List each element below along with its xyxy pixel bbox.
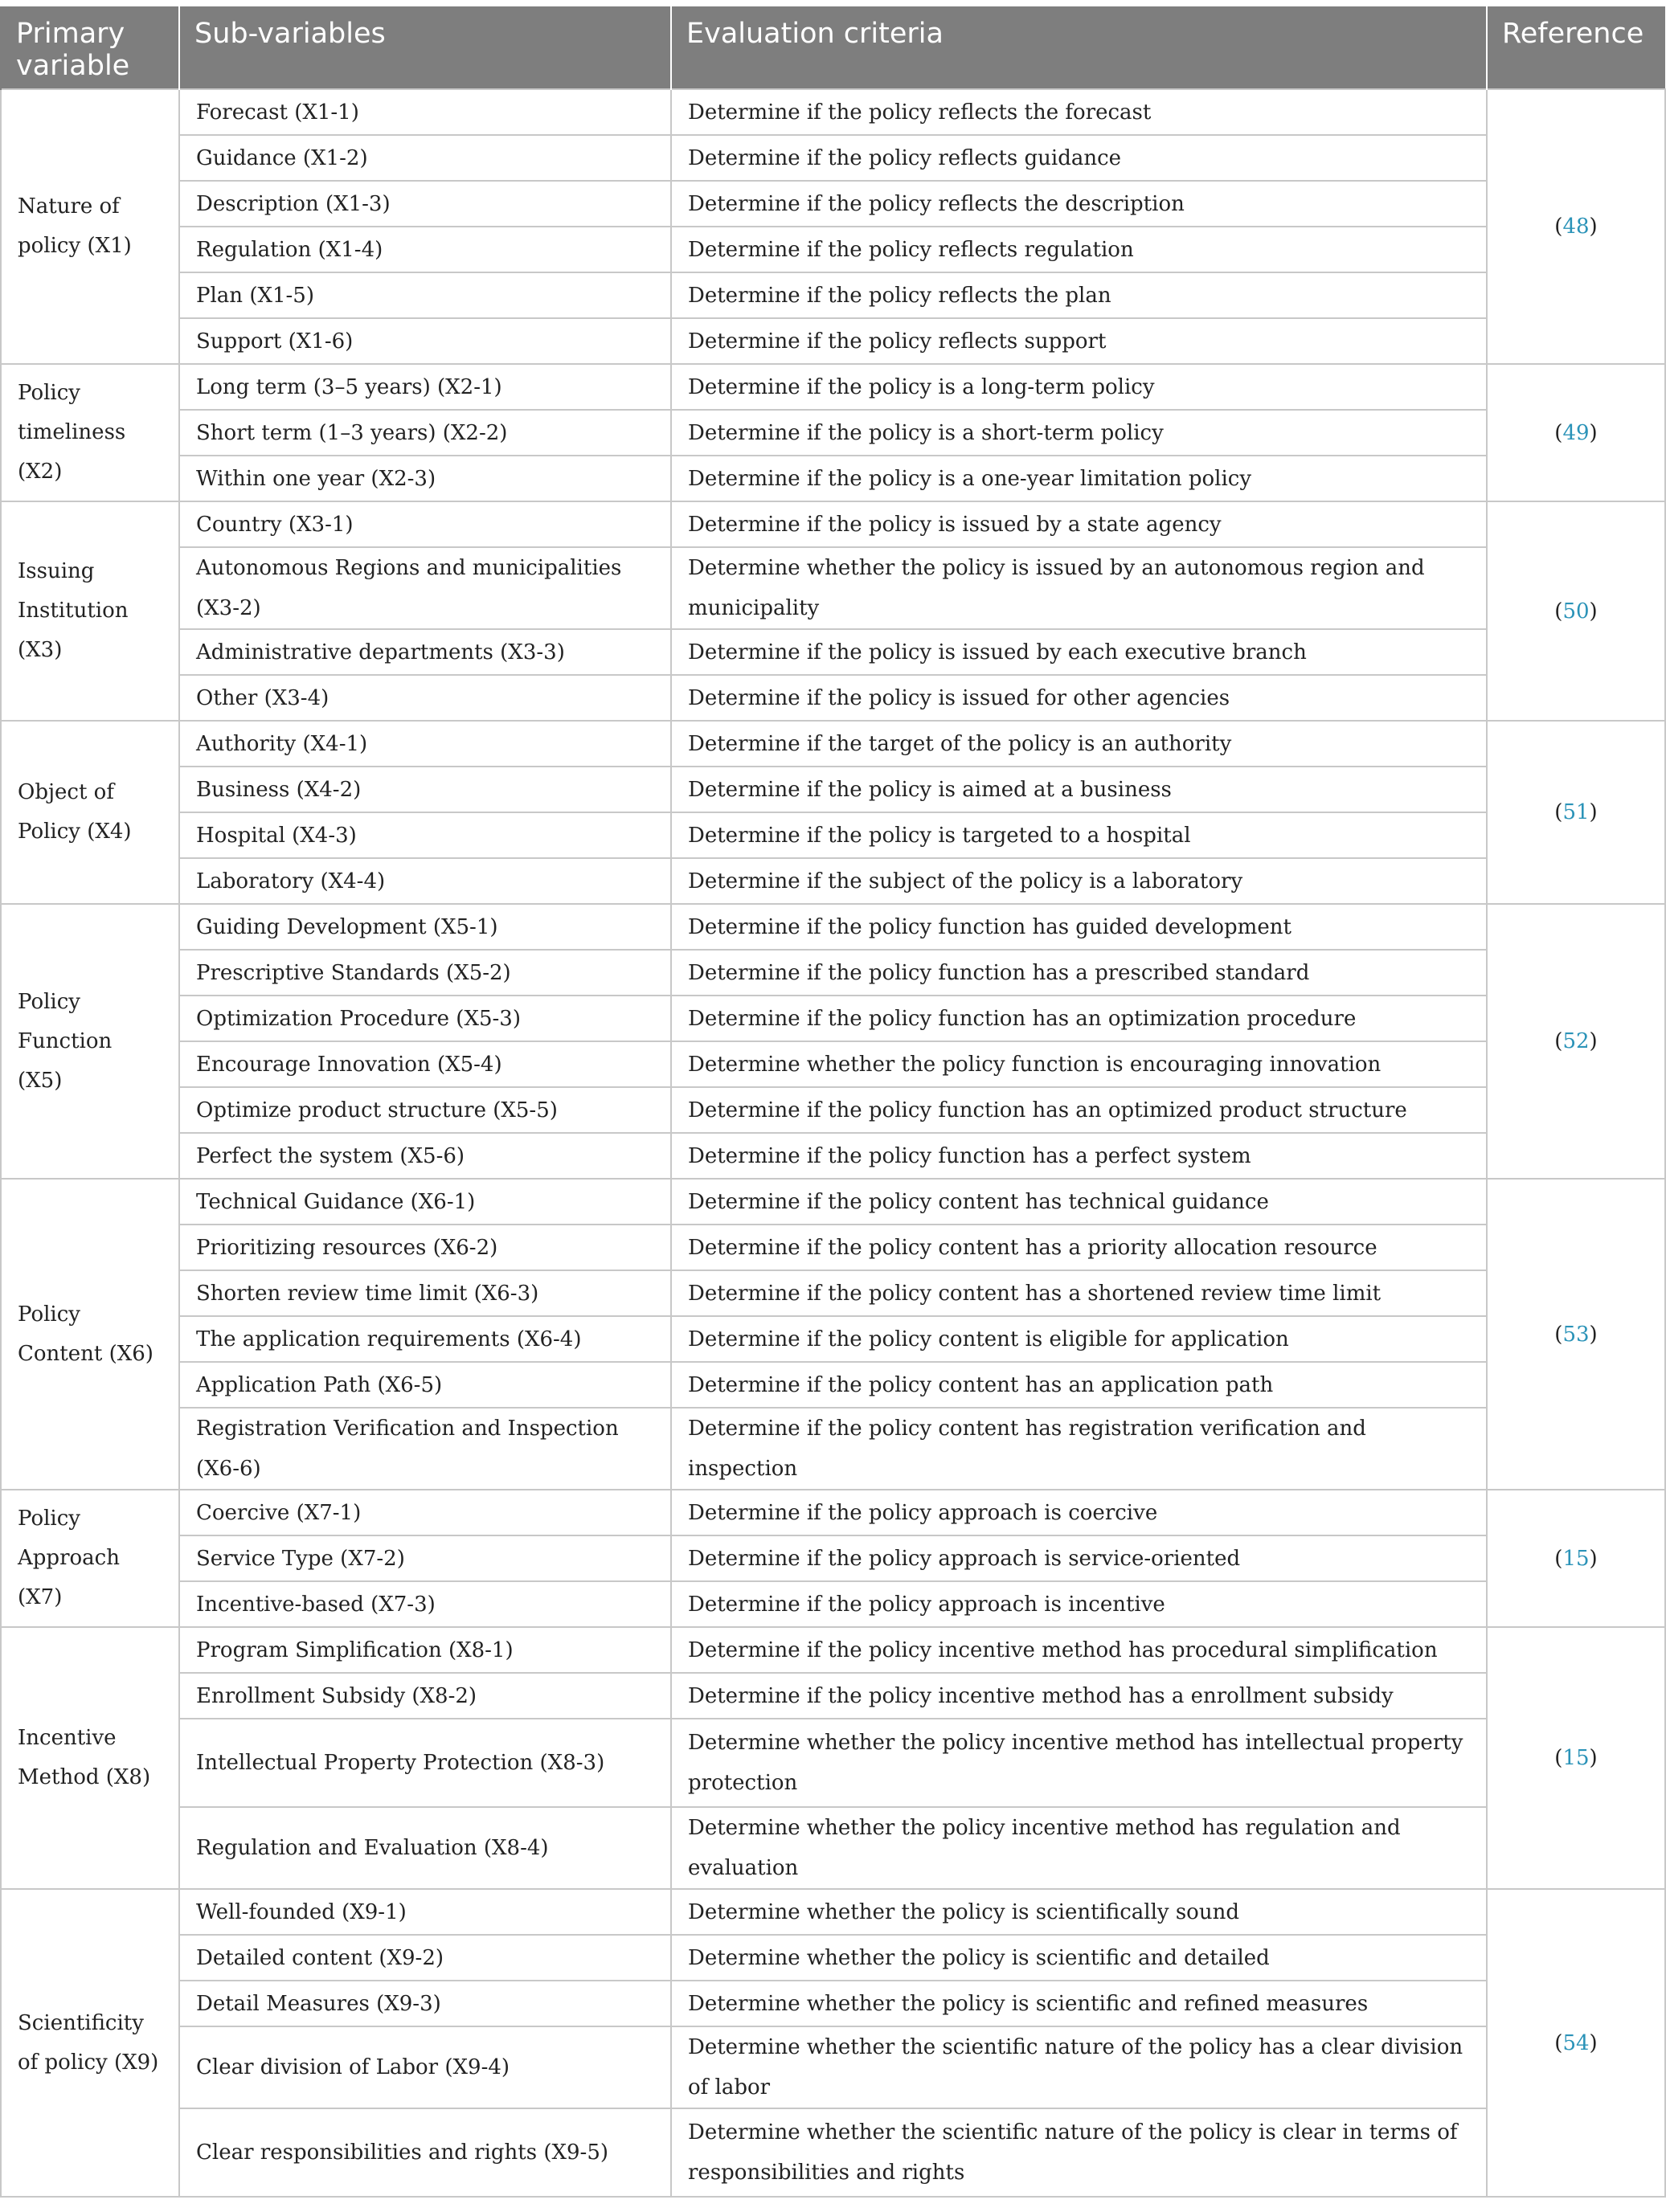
evaluation-criteria-cell: Determine whether the policy is scientific and detailed [671,1935,1487,1981]
table-row [1,950,1665,996]
evaluation-criteria-cell: Determine if the policy is targeted to a hospital [671,812,1487,858]
table-row [1,1316,1665,1362]
table-row [1,1627,1665,1673]
table-row [1,1490,1665,1535]
evaluation-criteria-cell: Determine if the policy content is eligible for application [671,1316,1487,1362]
table-row [1,1270,1665,1316]
evaluation-criteria-cell: Determine whether the policy is scientific and refined measures [671,1981,1487,2026]
table-row [1,1041,1665,1087]
reference-cell: (51) [1487,721,1665,904]
primary-variable-cell: Issuing Institution (X3) [1,501,179,721]
table-row [1,410,1665,456]
sub-variable-cell: Plan (X1-5) [179,272,671,318]
reference-link[interactable]: 51 [1562,800,1590,824]
sub-variable-cell: Business (X4-2) [179,767,671,812]
reference-cell: (52) [1487,904,1665,1179]
sub-variable-cell: Other (X3-4) [179,675,671,721]
evaluation-criteria-cell: Determine if the policy is a one-year limitation policy [671,456,1487,501]
sub-variable-cell: Detail Measures (X9-3) [179,1981,671,2026]
reference-cell: (15) [1487,1627,1665,1889]
table-row [1,721,1665,767]
table-row [1,547,1665,629]
table-row [1,1719,1665,1807]
evaluation-criteria-cell: Determine if the policy reflects the description [671,181,1487,227]
table-row [1,456,1665,501]
table-row [1,1935,1665,1981]
evaluation-criteria-cell: Determine if the policy is issued by each executive branch [671,629,1487,675]
sub-variable-cell: Coercive (X7-1) [179,1490,671,1535]
table-row [1,629,1665,675]
header-row [1,6,1665,89]
evaluation-criteria-cell: Determine if the target of the policy is an authority [671,721,1487,767]
table-row [1,858,1665,904]
sub-variable-cell: Well-founded (X9-1) [179,1889,671,1935]
reference-link[interactable]: 53 [1562,1322,1590,1347]
sub-variable-cell: Prescriptive Standards (X5-2) [179,950,671,996]
table-row [1,318,1665,364]
sub-variable-cell: Technical Guidance (X6-1) [179,1179,671,1225]
table-row [1,1225,1665,1270]
header-evaluation-criteria: Evaluation criteria [671,6,1487,89]
sub-variable-cell: Authority (X4-1) [179,721,671,767]
primary-variable-cell: Policy Approach (X7) [1,1490,179,1627]
sub-variable-cell: Guidance (X1-2) [179,135,671,181]
header-primary-variable: Primary variable [1,6,179,89]
header-sub-variables: Sub-variables [179,6,671,89]
table-row [1,1581,1665,1627]
reference-link[interactable]: 48 [1562,215,1590,239]
reference-link[interactable]: 52 [1562,1029,1590,1053]
evaluation-criteria-cell: Determine if the policy reflects the plan [671,272,1487,318]
evaluation-criteria-cell: Determine if the policy incentive method has procedural simplification [671,1627,1487,1673]
table-row [1,227,1665,272]
sub-variable-cell: Forecast (X1-1) [179,89,671,135]
primary-variable-cell: Policy timeliness (X2) [1,364,179,501]
evaluation-criteria-cell: Determine if the policy approach is service-oriented [671,1535,1487,1581]
evaluation-criteria-cell: Determine if the policy is aimed at a business [671,767,1487,812]
header-reference: Reference [1487,6,1665,89]
primary-variable-cell: Nature of policy (X1) [1,89,179,364]
sub-variable-cell: Shorten review time limit (X6-3) [179,1270,671,1316]
table-row [1,1807,1665,1889]
sub-variable-cell: Encourage Innovation (X5-4) [179,1041,671,1087]
sub-variable-cell: Optimize product structure (X5-5) [179,1087,671,1133]
sub-variable-cell: Service Type (X7-2) [179,1535,671,1581]
evaluation-criteria-cell: Determine if the policy function has guided development [671,904,1487,950]
reference-cell: (15) [1487,1490,1665,1627]
sub-variable-cell: Clear responsibilities and rights (X9-5) [179,2108,671,2197]
sub-variable-cell: Country (X3-1) [179,501,671,547]
table-row [1,2108,1665,2197]
evaluation-criteria-cell: Determine whether the policy incentive method has intellectual property protection [671,1719,1487,1807]
evaluation-criteria-cell: Determine whether the policy function is encouraging innovation [671,1041,1487,1087]
sub-variable-cell: Long term (3–5 years) (X2-1) [179,364,671,410]
table-row [1,1133,1665,1179]
evaluation-criteria-cell: Determine if the policy reflects support [671,318,1487,364]
sub-variable-cell: Incentive-based (X7-3) [179,1581,671,1627]
reference-cell: (49) [1487,364,1665,501]
primary-variable-cell: Object of Policy (X4) [1,721,179,904]
reference-link[interactable]: 49 [1562,420,1590,445]
reference-cell: (48) [1487,89,1665,364]
evaluation-criteria-cell: Determine whether the policy is scientifically sound [671,1889,1487,1935]
sub-variable-cell: Guiding Development (X5-1) [179,904,671,950]
table-row [1,996,1665,1041]
evaluation-criteria-cell: Determine if the policy content has a priority allocation resource [671,1225,1487,1270]
sub-variable-cell: The application requirements (X6-4) [179,1316,671,1362]
reference-link[interactable]: 15 [1562,1546,1590,1571]
sub-variable-cell: Detailed content (X9-2) [179,1935,671,1981]
primary-variable-cell: Policy Content (X6) [1,1179,179,1490]
sub-variable-cell: Description (X1-3) [179,181,671,227]
evaluation-criteria-cell: Determine if the policy content has technical guidance [671,1179,1487,1225]
sub-variable-cell: Perfect the system (X5-6) [179,1133,671,1179]
table-row [1,89,1665,135]
sub-variable-cell: Support (X1-6) [179,318,671,364]
table-row [1,1362,1665,1408]
sub-variable-cell: Application Path (X6-5) [179,1362,671,1408]
sub-variable-cell: Administrative departments (X3-3) [179,629,671,675]
sub-variable-cell: Prioritizing resources (X6-2) [179,1225,671,1270]
reference-cell: (54) [1487,1889,1665,2197]
evaluation-criteria-cell: Determine whether the policy incentive method has regulation and evaluation [671,1807,1487,1889]
table-row [1,675,1665,721]
table-row [1,2026,1665,2108]
primary-variable-cell: Policy Function (X5) [1,904,179,1179]
evaluation-criteria-cell: Determine if the policy is a long-term policy [671,364,1487,410]
evaluation-criteria-cell: Determine if the policy reflects guidance [671,135,1487,181]
table-row [1,501,1665,547]
evaluation-criteria-cell: Determine if the policy approach is incentive [671,1581,1487,1627]
sub-variable-cell: Laboratory (X4-4) [179,858,671,904]
evaluation-criteria-cell: Determine if the policy is a short-term policy [671,410,1487,456]
evaluation-criteria-cell: Determine if the policy reflects the forecast [671,89,1487,135]
table-row [1,1981,1665,2026]
evaluation-criteria-cell: Determine if the policy content has registration verification and inspection [671,1408,1487,1490]
table-row [1,272,1665,318]
evaluation-criteria-cell: Determine if the policy function has a perfect system [671,1133,1487,1179]
evaluation-criteria-cell: Determine if the policy is issued by a state agency [671,501,1487,547]
table-row [1,812,1665,858]
sub-variable-cell: Registration Verification and Inspection (X6-6) [179,1408,671,1490]
reference-link[interactable]: 15 [1562,1746,1590,1770]
primary-variable-cell: Scientificity of policy (X9) [1,1889,179,2197]
table-row [1,135,1665,181]
evaluation-criteria-cell: Determine whether the scientific nature of the policy has a clear division of labor [671,2026,1487,2108]
table-body [1,89,1665,2197]
table-row [1,904,1665,950]
sub-variable-cell: Hospital (X4-3) [179,812,671,858]
table-row [1,1673,1665,1719]
sub-variable-cell: Program Simplification (X8-1) [179,1627,671,1673]
sub-variable-cell: Regulation and Evaluation (X8-4) [179,1807,671,1889]
table-row [1,1535,1665,1581]
reference-link[interactable]: 50 [1562,599,1590,624]
evaluation-criteria-cell: Determine if the policy approach is coercive [671,1490,1487,1535]
table-row [1,1087,1665,1133]
table-row [1,364,1665,410]
sub-variable-cell: Clear division of Labor (X9-4) [179,2026,671,2108]
evaluation-criteria-cell: Determine if the policy function has an optimization procedure [671,996,1487,1041]
sub-variable-cell: Short term (1–3 years) (X2-2) [179,410,671,456]
evaluation-criteria-cell: Determine if the policy function has an optimized product structure [671,1087,1487,1133]
policy-evaluation-table [0,6,1666,2198]
table-row [1,1179,1665,1225]
evaluation-criteria-cell: Determine if the policy content has a shortened review time limit [671,1270,1487,1316]
sub-variable-cell: Autonomous Regions and municipalities (X3-2) [179,547,671,629]
reference-link[interactable]: 54 [1562,2030,1590,2055]
table-row [1,1408,1665,1490]
evaluation-criteria-cell: Determine whether the scientific nature of the policy is clear in terms of responsibilities and rights [671,2108,1487,2197]
evaluation-criteria-cell: Determine if the policy incentive method has a enrollment subsidy [671,1673,1487,1719]
sub-variable-cell: Regulation (X1-4) [179,227,671,272]
table-row [1,767,1665,812]
reference-cell: (50) [1487,501,1665,721]
sub-variable-cell: Intellectual Property Protection (X8-3) [179,1719,671,1807]
evaluation-criteria-cell: Determine if the subject of the policy is a laboratory [671,858,1487,904]
table-row [1,1889,1665,1935]
evaluation-criteria-cell: Determine whether the policy is issued by an autonomous region and municipality [671,547,1487,629]
primary-variable-cell: Incentive Method (X8) [1,1627,179,1889]
evaluation-criteria-cell: Determine if the policy function has a prescribed standard [671,950,1487,996]
reference-cell: (53) [1487,1179,1665,1490]
sub-variable-cell: Within one year (X2-3) [179,456,671,501]
evaluation-criteria-cell: Determine if the policy reflects regulation [671,227,1487,272]
sub-variable-cell: Enrollment Subsidy (X8-2) [179,1673,671,1719]
evaluation-criteria-cell: Determine if the policy is issued for other agencies [671,675,1487,721]
table-row [1,181,1665,227]
sub-variable-cell: Optimization Procedure (X5-3) [179,996,671,1041]
evaluation-criteria-cell: Determine if the policy content has an application path [671,1362,1487,1408]
